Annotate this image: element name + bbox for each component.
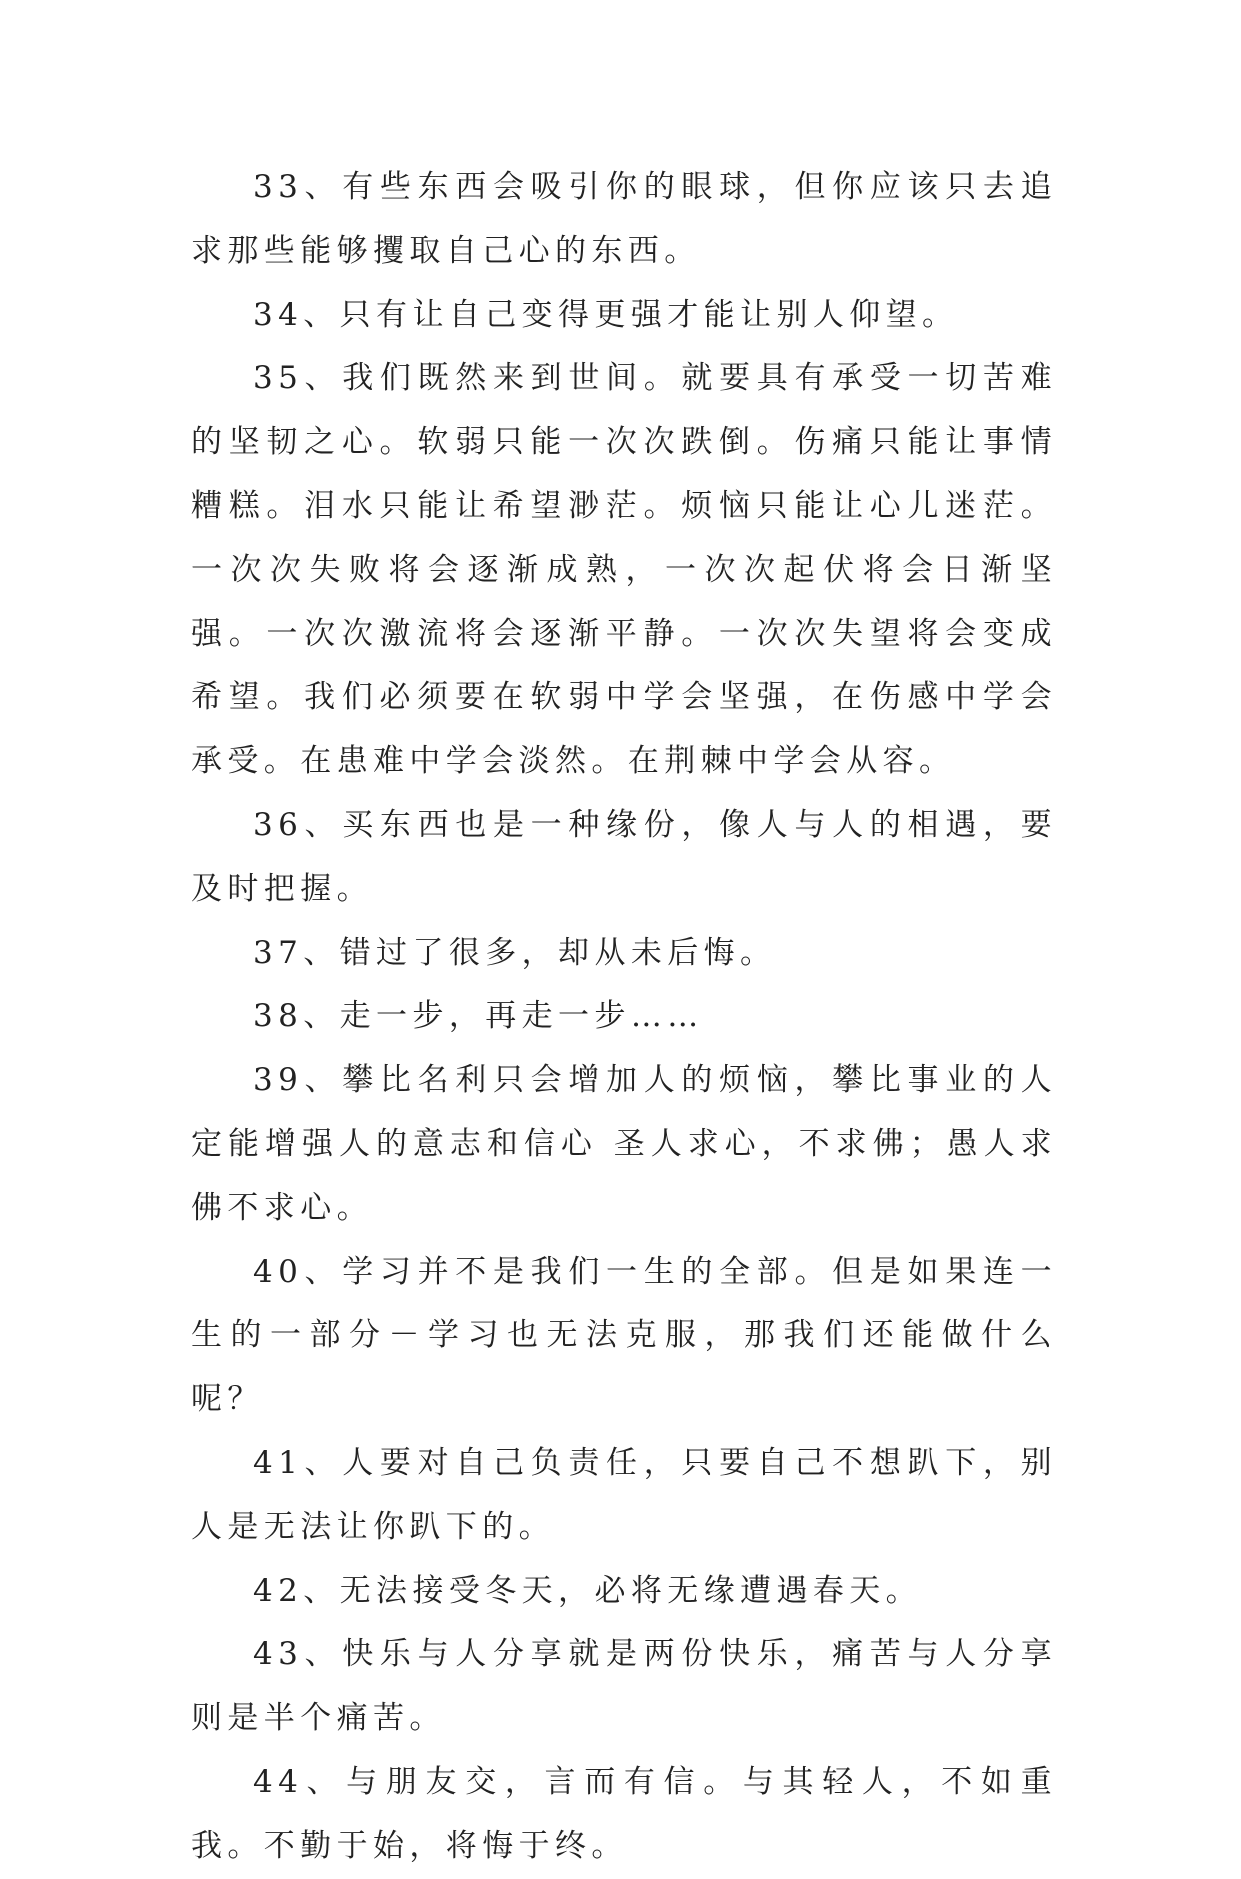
paragraph-37: 37、错过了很多，却从未后悔。 [253, 934, 777, 971]
paragraph-34: 34、只有让自己变得更强才能让别人仰望。 [253, 296, 959, 333]
paragraph-44: 44、与朋友交，言而有信。与其轻人，不如重我。不勤于始，将悔于终。 [191, 1763, 1057, 1864]
paragraph-39: 39、攀比名利只会增加人的烦恼，攀比事业的人定能增强人的意志和信心 圣人求心，不求佛；愚人求佛不求心。 [191, 1062, 1057, 1226]
paragraph-43: 43、快乐与人分享就是两份快乐，痛苦与人分享则是半个痛苦。 [191, 1636, 1057, 1737]
document-body [191, 156, 1057, 1879]
paragraph-36: 36、买东西也是一种缘份，像人与人的相遇，要及时把握。 [191, 806, 1057, 907]
paragraph-35: 35、我们既然来到世间。就要具有承受一切苦难的坚韧之心。软弱只能一次次跌倒。伤痛只能让事情糟糕。泪水只能让希望渺茫。烦恼只能让心儿迷茫。一次次失败将会逐渐成熟，一次次起伏将会日渐坚强。一次次激流将会逐渐平静。一次次失望将会变成希望。我们必须要在软弱中学会坚强，在伤感中学会承受。在患难中学会淡然。在荆棘中学会从容。 [191, 360, 1057, 780]
paragraph-40: 40、学习并不是我们一生的全部。但是如果连一生的一部分－学习也无法克服，那我们还能做什么呢？ [191, 1253, 1057, 1418]
paragraph-41: 41、人要对自己负责任，只要自己不想趴下，别人是无法让你趴下的。 [191, 1444, 1057, 1545]
paragraph-42: 42、无法接受冬天，必将无缘遭遇春天。 [253, 1572, 923, 1609]
paragraph-38: 38、走一步，再走一步…… [253, 998, 704, 1035]
paragraph-33: 33、有些东西会吸引你的眼球，但你应该只去追求那些能够攫取自己心的东西。 [191, 169, 1057, 269]
